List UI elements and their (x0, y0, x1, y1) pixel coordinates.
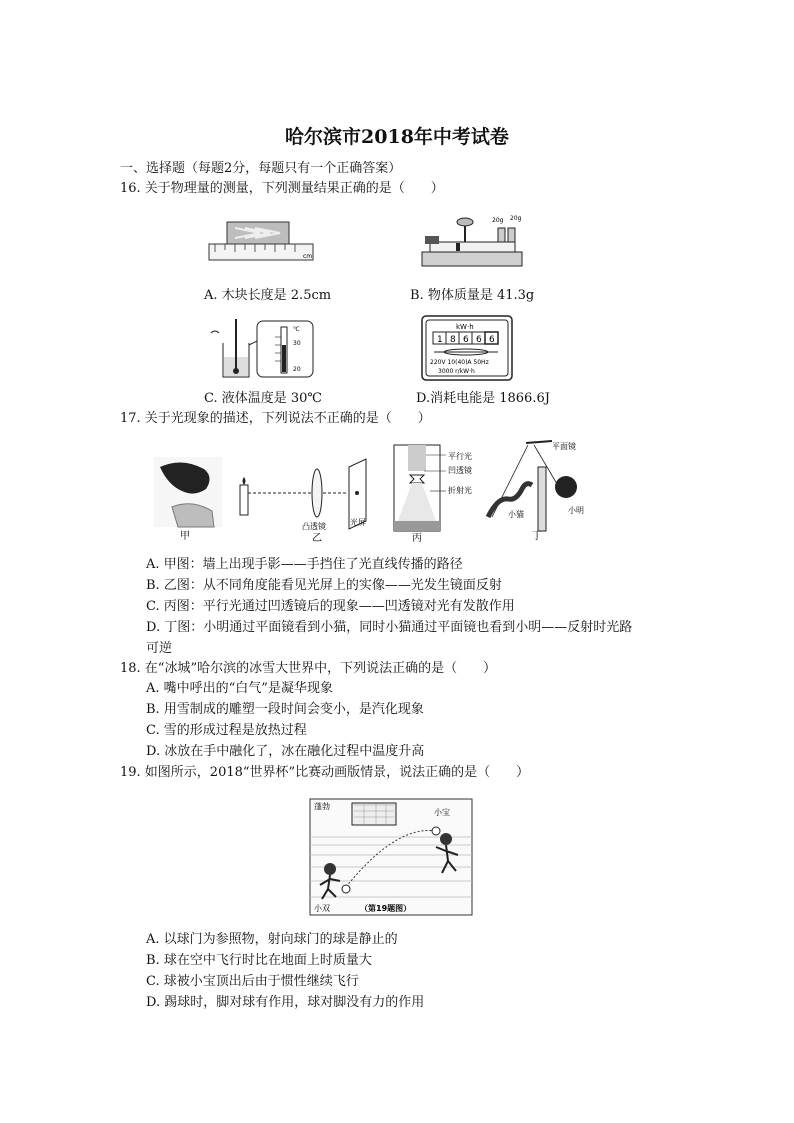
q19-soccer-figure (306, 795, 476, 920)
q17-option-b: B. 乙图：从不同角度能看见光屏上的实像——光发生镜面反射 (146, 578, 502, 593)
weight-label-1: 20g (492, 217, 504, 224)
q17-figure-strip (152, 437, 622, 545)
label-yi: 乙 (312, 533, 322, 544)
q17-stem: 17. 关于光现象的描述，下列说法不正确的是（ ） (120, 411, 431, 426)
meter-rate: 3000 r/kW·h (438, 368, 475, 375)
q17-option-d: D. 丁图：小明通过平面镜看到小猫，同时小猫通过平面镜也看到小明——反射时光路 (146, 620, 633, 635)
label-jia: 甲 (180, 531, 190, 542)
figure-ding-plane-mirror (488, 441, 577, 531)
section-heading: 一、选择题（每题2分，每题只有一个正确答案） (120, 161, 402, 176)
q16-balance-figure (410, 212, 535, 272)
q18-option-a: A. 嘴中呼出的“白气”是凝华现象 (146, 681, 333, 696)
figure-bing-concave-lens (394, 445, 440, 531)
q16-option-d: D.消耗电能是 1866.6J (416, 391, 550, 406)
figure-jia-hand-shadow (154, 457, 222, 527)
q17-option-c: C. 丙图：平行光通过凹透镜后的现象——凹透镜对光有发散作用 (146, 599, 515, 614)
thermo-tick-20: 20 (293, 366, 301, 373)
label-kitten: 小猫 (508, 510, 524, 519)
label-convex-lens: 凸透镜 (302, 522, 326, 531)
label-screen: 光屏 (350, 518, 366, 527)
meter-digit-3: 6 (463, 335, 469, 345)
q18-option-d: D. 冰放在手中融化了，冰在融化过程中温度升高 (146, 744, 425, 759)
label-xiaoming: 小明 (568, 506, 584, 515)
meter-unit: kW·h (456, 323, 474, 331)
q16-ruler-figure (205, 218, 320, 268)
label-pengwu: 蓬勃 (314, 802, 330, 811)
q17-option-a: A. 甲图：墙上出现手影——手挡住了光直线传播的路径 (146, 557, 463, 572)
label-parallel-light: 平行光 (448, 452, 472, 461)
page-title: 哈尔滨市2018年中考试卷 (285, 126, 509, 148)
label-refracted-light: 折射光 (448, 486, 472, 495)
q16-thermometer-figure (205, 315, 320, 385)
label-ding: 丁 (532, 531, 542, 542)
q19-option-c: C. 球被小宝顶出后由于惯性继续飞行 (146, 974, 359, 989)
label-bing: 丙 (412, 533, 422, 544)
q19-stem: 19. 如图所示，2018“世界杯”比赛动画版情景，说法正确的是（ ） (120, 765, 530, 780)
q16-option-a: A. 木块长度是 2.5cm (204, 288, 332, 303)
label-xiaoshuang: 小双 (314, 904, 330, 913)
figure-caption: （第19题图） (360, 904, 412, 913)
label-plane-mirror: 平面镜 (552, 442, 576, 451)
q16-option-b: B. 物体质量是 41.3g (410, 288, 535, 303)
q16-option-c: C. 液体温度是 30℃ (204, 391, 322, 406)
meter-digit-5: 6 (489, 335, 495, 345)
weight-label-2: 20g (510, 215, 522, 222)
q18-option-c: C. 雪的形成过程是放热过程 (146, 723, 307, 738)
q16-stem: 16. 关于物理量的测量，下列测量结果正确的是（ ） (120, 181, 444, 196)
meter-digit-2: 8 (450, 335, 456, 345)
q17-option-d-cont: 可逆 (146, 641, 173, 656)
thermo-unit: ℃ (293, 326, 300, 333)
label-concave-lens: 凹透镜 (448, 466, 472, 475)
q19-option-a: A. 以球门为参照物，射向球门的球是静止的 (146, 932, 398, 947)
meter-spec: 220V 10(40)A 50Hz (430, 359, 489, 366)
meter-digit-1: 1 (437, 335, 443, 345)
q18-stem: 18. 在“冰城”哈尔滨的冰雪大世界中，下列说法正确的是（ ） (120, 661, 497, 676)
q16-meter-figure (420, 314, 515, 384)
q18-option-b: B. 用雪制成的雕塑一段时间会变小，是汽化现象 (146, 702, 424, 717)
q19-option-b: B. 球在空中飞行时比在地面上时质量大 (146, 953, 372, 968)
ruler-unit: cm (303, 253, 313, 260)
q19-option-d: D. 踢球时，脚对球有作用，球对脚没有力的作用 (146, 995, 425, 1010)
figure-yi-convex-lens (240, 459, 366, 529)
thermo-tick-30: 30 (293, 340, 301, 347)
label-xiaobao: 小宝 (434, 808, 450, 817)
meter-digit-4: 6 (476, 335, 482, 345)
